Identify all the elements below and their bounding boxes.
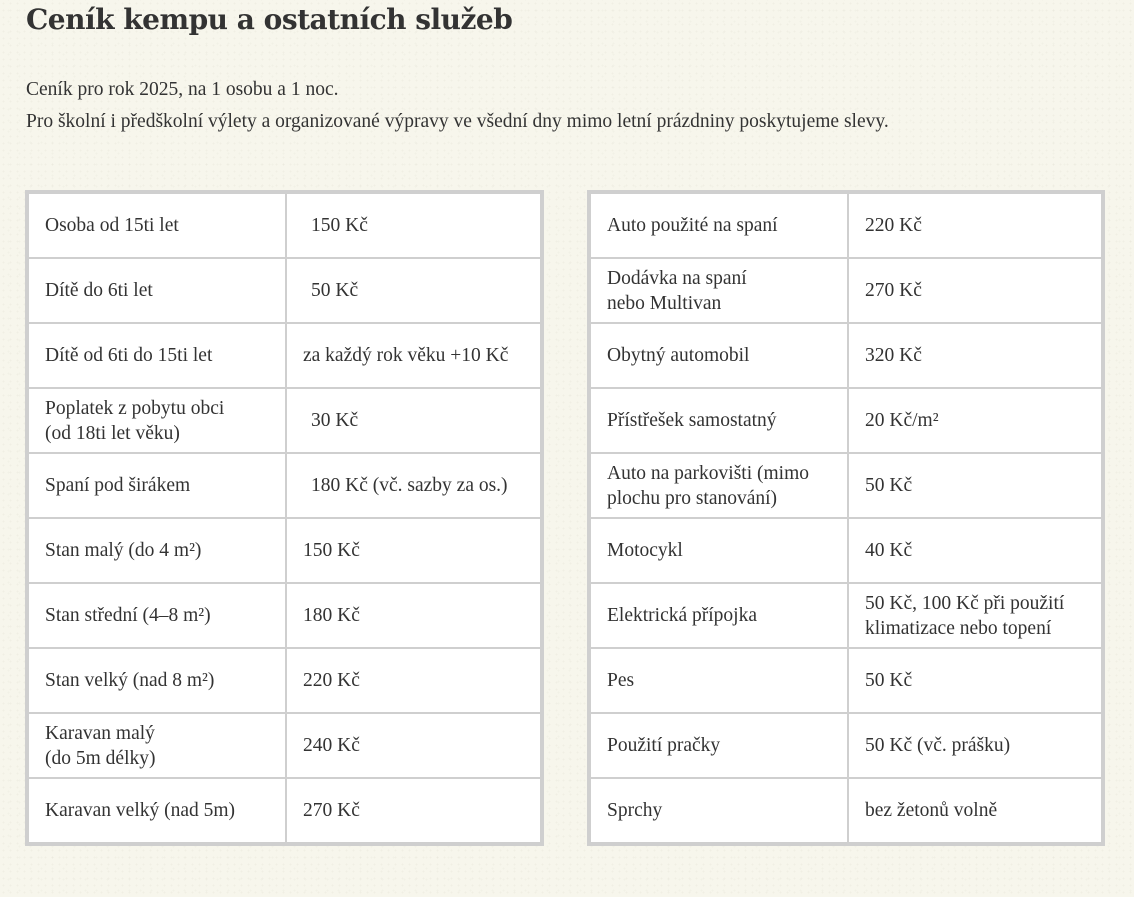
row-price-text: 150 Kč: [303, 540, 360, 561]
row-label-text-second-line: (od 18ti let věku): [45, 422, 180, 444]
row-label-text: Dodávka na spaní: [607, 267, 747, 289]
row-label-text: Přístřešek samostatný: [607, 410, 777, 431]
row-price: [848, 648, 1102, 713]
row-label-text: Pes: [607, 670, 635, 691]
table-row: [590, 258, 1102, 323]
row-label: [28, 583, 286, 648]
row-label: [28, 518, 286, 583]
row-label-text: Dítě do 6ti let: [45, 280, 153, 301]
row-price: [286, 778, 541, 843]
table-row: [590, 583, 1102, 648]
row-price: [286, 518, 541, 583]
table-row: [590, 778, 1102, 843]
page-title: Ceník kempu a ostatních služeb: [26, 3, 513, 36]
row-price: [848, 583, 1102, 648]
row-label: [28, 258, 286, 323]
row-price-text: 180 Kč (vč. sazby za os.): [311, 475, 508, 496]
price-table-right: [587, 190, 1105, 846]
row-price-text: 50 Kč, 100 Kč při použití: [865, 592, 1065, 614]
row-price: [848, 323, 1102, 388]
row-label-text: Stan malý (do 4 m²): [45, 540, 202, 561]
row-price: [848, 193, 1102, 258]
row-price-text: 240 Kč: [303, 735, 360, 756]
row-label-text: Dítě od 6ti do 15ti let: [45, 345, 213, 366]
row-price: [286, 583, 541, 648]
row-price: [848, 778, 1102, 843]
row-label: [28, 193, 286, 258]
row-price-text: bez žetonů volně: [865, 800, 998, 821]
row-label-text: Stan velký (nad 8 m²): [45, 670, 215, 691]
row-label-text: Motocykl: [607, 540, 683, 561]
row-price-text-second-line: klimatizace nebo topení: [865, 617, 1052, 639]
row-price-text: za každý rok věku +10 Kč: [303, 345, 509, 366]
row-label-text: Elektrická přípojka: [607, 605, 757, 626]
row-price-text: 180 Kč: [303, 605, 360, 626]
row-price-text: 50 Kč: [311, 280, 359, 301]
row-price-text: 50 Kč: [865, 475, 913, 496]
row-label-text: Stan střední (4–8 m²): [45, 605, 211, 626]
row-label-text-second-line: (do 5m délky): [45, 747, 156, 769]
row-price-text: 220 Kč: [865, 215, 922, 236]
intro-text: [26, 74, 1126, 138]
intro-line-discounts: Pro školní i předškolní výlety a organizované výpravy ve všední dny mimo letní prázdniny poskytujeme slevy.: [26, 111, 889, 132]
table-row: [28, 388, 541, 453]
row-label: [590, 193, 848, 258]
row-price: [286, 453, 541, 518]
row-price: [848, 518, 1102, 583]
table-row: [590, 193, 1102, 258]
row-label-text: Spaní pod širákem: [45, 475, 191, 496]
row-label: [590, 648, 848, 713]
row-label-text: Použití pračky: [607, 735, 721, 756]
row-label-text: Obytný automobil: [607, 345, 750, 366]
table-row: [590, 453, 1102, 518]
row-label-text: Karavan malý: [45, 722, 155, 744]
row-price: [848, 258, 1102, 323]
row-label-text: Karavan velký (nad 5m): [45, 800, 236, 821]
row-label: [590, 713, 848, 778]
row-label: [28, 778, 286, 843]
row-price: [286, 323, 541, 388]
row-price-text: 20 Kč/m²: [865, 410, 939, 431]
table-row: [590, 713, 1102, 778]
table-row: [590, 388, 1102, 453]
row-label-text-second-line: plochu pro stanování): [607, 487, 778, 509]
row-price-text: 270 Kč: [865, 280, 922, 301]
row-price-text: 40 Kč: [865, 540, 913, 561]
row-label: [590, 323, 848, 388]
row-price: [848, 453, 1102, 518]
table-row: [590, 323, 1102, 388]
price-table-left: [25, 190, 544, 846]
row-price-text: 50 Kč: [865, 670, 913, 691]
row-label: [28, 713, 286, 778]
row-price: [848, 713, 1102, 778]
row-label: [28, 648, 286, 713]
row-price-text: 30 Kč: [311, 410, 359, 431]
row-price-text: 50 Kč (vč. prášku): [865, 735, 1011, 756]
row-label-text-second-line: nebo Multivan: [607, 292, 722, 314]
table-row: [28, 193, 541, 258]
row-price-text: 220 Kč: [303, 670, 360, 691]
row-label-text: Auto na parkovišti (mimo: [607, 462, 810, 484]
table-row: [28, 518, 541, 583]
row-price: [286, 388, 541, 453]
row-label: [590, 518, 848, 583]
row-price: [286, 258, 541, 323]
table-row: [28, 258, 541, 323]
row-price-text: 320 Kč: [865, 345, 922, 366]
table-row: [28, 713, 541, 778]
row-label: [28, 453, 286, 518]
intro-line-year: Ceník pro rok 2025, na 1 osobu a 1 noc.: [26, 79, 339, 100]
row-price-text: 270 Kč: [303, 800, 360, 821]
row-label-text: Auto použité na spaní: [607, 215, 778, 236]
table-row: [28, 648, 541, 713]
table-row: [590, 648, 1102, 713]
table-row: [28, 453, 541, 518]
row-label-text: Sprchy: [607, 800, 663, 821]
row-label: [590, 778, 848, 843]
table-row: [28, 323, 541, 388]
table-row: [590, 518, 1102, 583]
row-label: [590, 258, 848, 323]
row-label: [590, 453, 848, 518]
row-label-text: Poplatek z pobytu obci: [45, 397, 225, 419]
row-label-text: Osoba od 15ti let: [45, 215, 179, 236]
row-label: [28, 388, 286, 453]
table-row: [28, 583, 541, 648]
row-label: [590, 583, 848, 648]
row-label: [590, 388, 848, 453]
table-row: [28, 778, 541, 843]
row-price: [286, 648, 541, 713]
row-price: [848, 388, 1102, 453]
row-price: [286, 713, 541, 778]
row-price: [286, 193, 541, 258]
row-label: [28, 323, 286, 388]
row-price-text: 150 Kč: [311, 215, 368, 236]
